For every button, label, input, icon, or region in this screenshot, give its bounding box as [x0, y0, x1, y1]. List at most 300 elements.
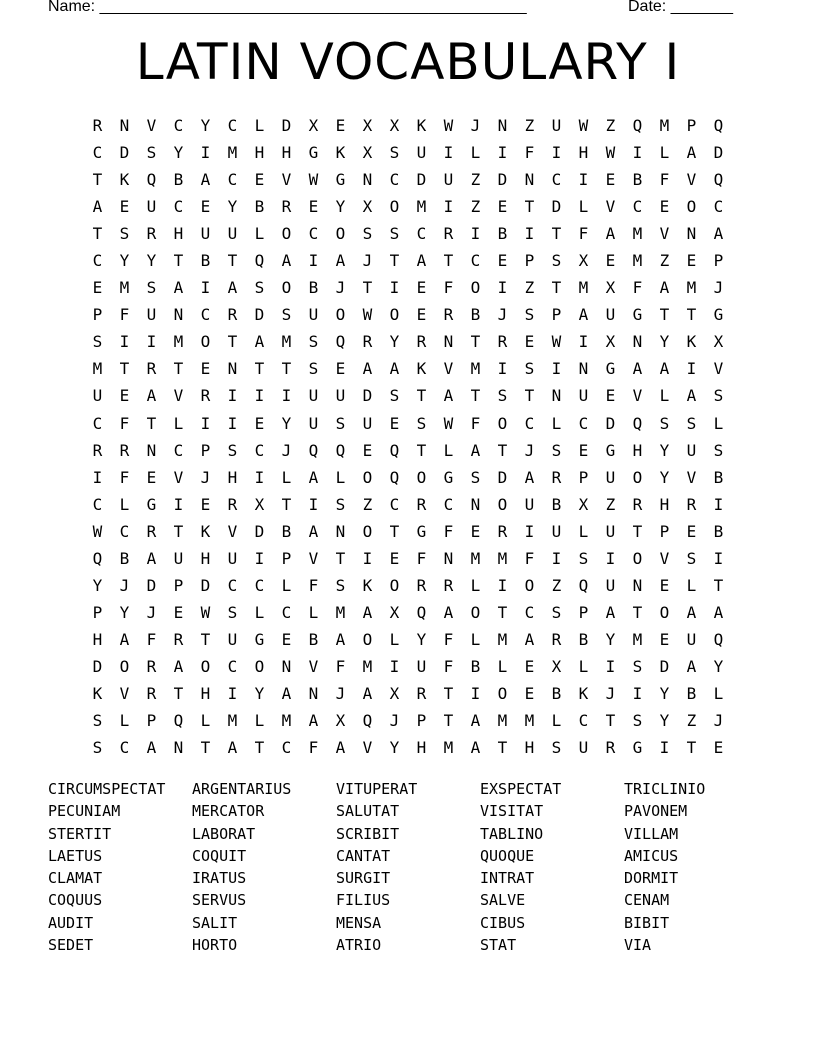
grid-letter[interactable]: E — [146, 467, 157, 487]
grid-letter[interactable]: F — [308, 738, 319, 758]
grid-letter[interactable]: T — [254, 359, 265, 379]
grid-letter[interactable]: A — [335, 251, 346, 271]
grid-letter[interactable]: E — [119, 197, 130, 217]
grid-letter[interactable]: N — [173, 738, 184, 758]
grid-letter[interactable]: M — [632, 224, 643, 244]
grid-letter[interactable]: F — [416, 548, 427, 568]
grid-letter[interactable]: H — [659, 494, 670, 514]
grid-letter[interactable]: S — [92, 332, 103, 352]
grid-letter[interactable]: C — [632, 197, 643, 217]
grid-letter[interactable]: Q — [578, 575, 589, 595]
grid-letter[interactable]: I — [686, 359, 697, 379]
grid-letter[interactable]: J — [362, 251, 373, 271]
grid-letter[interactable]: K — [335, 143, 346, 163]
grid-letter[interactable]: C — [227, 575, 238, 595]
date-field[interactable]: Date: _______ — [628, 0, 733, 15]
grid-letter[interactable]: T — [335, 548, 346, 568]
grid-letter[interactable]: E — [659, 629, 670, 649]
grid-letter[interactable]: G — [146, 494, 157, 514]
grid-letter[interactable]: L — [308, 602, 319, 622]
grid-letter[interactable]: Z — [551, 575, 562, 595]
grid-letter[interactable]: F — [470, 413, 481, 433]
grid-letter[interactable]: A — [524, 629, 535, 649]
grid-letter[interactable]: F — [119, 305, 130, 325]
grid-letter[interactable]: E — [281, 629, 292, 649]
grid-letter[interactable]: M — [227, 711, 238, 731]
grid-letter[interactable]: Y — [119, 251, 130, 271]
grid-letter[interactable]: A — [308, 467, 319, 487]
grid-letter[interactable]: S — [227, 440, 238, 460]
grid-letter[interactable]: O — [362, 467, 373, 487]
grid-letter[interactable]: B — [119, 548, 130, 568]
grid-letter[interactable]: F — [578, 224, 589, 244]
grid-letter[interactable]: Y — [659, 332, 670, 352]
grid-letter[interactable]: I — [281, 386, 292, 406]
grid-letter[interactable]: A — [389, 359, 400, 379]
grid-letter[interactable]: I — [524, 224, 535, 244]
grid-letter[interactable]: T — [497, 602, 508, 622]
grid-letter[interactable]: M — [470, 359, 481, 379]
grid-letter[interactable]: A — [443, 602, 454, 622]
grid-letter[interactable]: N — [335, 521, 346, 541]
grid-letter[interactable]: H — [227, 467, 238, 487]
grid-letter[interactable]: A — [686, 143, 697, 163]
grid-letter[interactable]: V — [173, 467, 184, 487]
grid-letter[interactable]: P — [173, 575, 184, 595]
grid-letter[interactable]: R — [497, 332, 508, 352]
grid-letter[interactable]: C — [443, 494, 454, 514]
grid-letter[interactable]: V — [686, 467, 697, 487]
grid-letter[interactable]: U — [362, 413, 373, 433]
grid-letter[interactable]: R — [362, 332, 373, 352]
grid-letter[interactable]: S — [686, 413, 697, 433]
grid-letter[interactable]: S — [335, 494, 346, 514]
grid-letter[interactable]: W — [200, 602, 211, 622]
grid-letter[interactable]: T — [551, 278, 562, 298]
grid-letter[interactable]: G — [335, 170, 346, 190]
grid-letter[interactable]: N — [146, 440, 157, 460]
grid-letter[interactable]: I — [497, 359, 508, 379]
grid-letter[interactable]: E — [119, 386, 130, 406]
grid-letter[interactable]: Q — [632, 116, 643, 135]
grid-letter[interactable]: L — [254, 116, 265, 135]
grid-letter[interactable]: M — [497, 711, 508, 731]
grid-letter[interactable]: E — [605, 251, 616, 271]
grid-letter[interactable]: V — [632, 386, 643, 406]
grid-letter[interactable]: T — [281, 494, 292, 514]
grid-letter[interactable]: U — [146, 197, 157, 217]
grid-letter[interactable]: T — [173, 359, 184, 379]
grid-letter[interactable]: J — [389, 711, 400, 731]
grid-letter[interactable]: T — [254, 738, 265, 758]
grid-letter[interactable]: M — [686, 278, 697, 298]
grid-letter[interactable]: B — [632, 170, 643, 190]
grid-letter[interactable]: L — [254, 711, 265, 731]
grid-letter[interactable]: Q — [92, 548, 103, 568]
grid-letter[interactable]: D — [200, 575, 211, 595]
grid-letter[interactable]: R — [119, 440, 130, 460]
grid-letter[interactable]: M — [578, 278, 589, 298]
grid-letter[interactable]: Z — [686, 711, 697, 731]
grid-letter[interactable]: L — [659, 143, 670, 163]
grid-letter[interactable]: Y — [173, 143, 184, 163]
grid-letter[interactable]: U — [308, 305, 319, 325]
grid-letter[interactable]: O — [470, 602, 481, 622]
grid-letter[interactable]: C — [551, 170, 562, 190]
grid-letter[interactable]: X — [578, 251, 589, 271]
grid-letter[interactable]: O — [335, 305, 346, 325]
grid-letter[interactable]: Y — [119, 602, 130, 622]
grid-letter[interactable]: I — [308, 494, 319, 514]
grid-letter[interactable]: D — [551, 197, 562, 217]
grid-letter[interactable]: T — [443, 711, 454, 731]
grid-letter[interactable]: Q — [362, 711, 373, 731]
grid-letter[interactable]: Q — [335, 332, 346, 352]
grid-letter[interactable]: G — [416, 521, 427, 541]
grid-letter[interactable]: E — [254, 413, 265, 433]
grid-letter[interactable]: A — [605, 224, 616, 244]
grid-letter[interactable]: T — [470, 386, 481, 406]
grid-letter[interactable]: E — [200, 197, 211, 217]
grid-letter[interactable]: R — [227, 305, 238, 325]
grid-letter[interactable]: S — [632, 711, 643, 731]
grid-letter[interactable]: S — [254, 278, 265, 298]
grid-letter[interactable]: O — [686, 197, 697, 217]
grid-letter[interactable]: B — [308, 629, 319, 649]
grid-letter[interactable]: R — [146, 224, 157, 244]
grid-letter[interactable]: S — [416, 413, 427, 433]
grid-letter[interactable]: H — [281, 143, 292, 163]
grid-letter[interactable]: R — [92, 440, 103, 460]
grid-letter[interactable]: P — [659, 521, 670, 541]
grid-letter[interactable]: D — [416, 170, 427, 190]
grid-letter[interactable]: A — [362, 683, 373, 703]
grid-letter[interactable]: U — [551, 521, 562, 541]
grid-letter[interactable]: E — [524, 656, 535, 676]
grid-letter[interactable]: U — [605, 305, 616, 325]
grid-letter[interactable]: S — [389, 224, 400, 244]
grid-letter[interactable]: L — [470, 629, 481, 649]
grid-letter[interactable]: N — [632, 332, 643, 352]
grid-letter[interactable]: F — [443, 521, 454, 541]
grid-letter[interactable]: D — [254, 305, 265, 325]
grid-letter[interactable]: W — [362, 305, 373, 325]
grid-letter[interactable]: Q — [416, 602, 427, 622]
grid-letter[interactable]: E — [416, 305, 427, 325]
grid-letter[interactable]: R — [146, 683, 157, 703]
grid-letter[interactable]: R — [497, 521, 508, 541]
grid-letter[interactable]: T — [389, 521, 400, 541]
grid-letter[interactable]: G — [632, 738, 643, 758]
grid-letter[interactable]: K — [578, 683, 589, 703]
grid-letter[interactable]: A — [335, 629, 346, 649]
grid-letter[interactable]: H — [632, 440, 643, 460]
grid-letter[interactable]: F — [659, 170, 670, 190]
grid-letter[interactable]: A — [659, 359, 670, 379]
grid-letter[interactable]: E — [200, 494, 211, 514]
grid-letter[interactable]: P — [200, 440, 211, 460]
grid-letter[interactable]: E — [173, 602, 184, 622]
grid-letter[interactable]: Q — [335, 440, 346, 460]
grid-letter[interactable]: X — [254, 494, 265, 514]
grid-letter[interactable]: A — [92, 197, 103, 217]
grid-letter[interactable]: S — [659, 413, 670, 433]
grid-letter[interactable]: S — [119, 224, 130, 244]
grid-letter[interactable]: U — [605, 467, 616, 487]
grid-letter[interactable]: A — [308, 521, 319, 541]
grid-letter[interactable]: T — [443, 683, 454, 703]
grid-letter[interactable]: C — [281, 738, 292, 758]
grid-letter[interactable]: J — [119, 575, 130, 595]
grid-letter[interactable]: A — [119, 629, 130, 649]
grid-letter[interactable]: C — [254, 575, 265, 595]
grid-letter[interactable]: S — [308, 332, 319, 352]
grid-letter[interactable]: O — [200, 656, 211, 676]
grid-letter[interactable]: I — [200, 278, 211, 298]
grid-letter[interactable]: I — [551, 143, 562, 163]
grid-letter[interactable]: E — [605, 386, 616, 406]
grid-letter[interactable]: P — [578, 467, 589, 487]
grid-letter[interactable]: T — [632, 521, 643, 541]
grid-letter[interactable]: N — [470, 494, 481, 514]
grid-letter[interactable]: A — [146, 738, 157, 758]
grid-letter[interactable]: I — [713, 494, 724, 514]
grid-letter[interactable]: W — [605, 143, 616, 163]
grid-letter[interactable]: Y — [146, 251, 157, 271]
grid-letter[interactable]: A — [578, 305, 589, 325]
grid-letter[interactable]: P — [281, 548, 292, 568]
grid-letter[interactable]: R — [632, 494, 643, 514]
grid-letter[interactable]: P — [686, 116, 697, 135]
grid-letter[interactable]: Z — [470, 197, 481, 217]
grid-letter[interactable]: Q — [713, 629, 724, 649]
grid-letter[interactable]: C — [281, 602, 292, 622]
grid-letter[interactable]: T — [686, 305, 697, 325]
grid-letter[interactable]: E — [92, 278, 103, 298]
grid-letter[interactable]: J — [497, 305, 508, 325]
grid-letter[interactable]: C — [173, 440, 184, 460]
grid-letter[interactable]: D — [92, 656, 103, 676]
grid-letter[interactable]: I — [200, 413, 211, 433]
grid-letter[interactable]: T — [173, 683, 184, 703]
grid-letter[interactable]: B — [200, 251, 211, 271]
grid-letter[interactable]: U — [605, 521, 616, 541]
grid-letter[interactable]: Q — [308, 440, 319, 460]
grid-letter[interactable]: P — [551, 305, 562, 325]
grid-letter[interactable]: T — [470, 332, 481, 352]
grid-letter[interactable]: S — [551, 602, 562, 622]
grid-letter[interactable]: U — [443, 170, 454, 190]
grid-letter[interactable]: A — [281, 251, 292, 271]
grid-letter[interactable]: L — [578, 521, 589, 541]
grid-letter[interactable]: V — [686, 170, 697, 190]
grid-letter[interactable]: Y — [281, 413, 292, 433]
grid-letter[interactable]: A — [227, 738, 238, 758]
grid-letter[interactable]: C — [389, 494, 400, 514]
grid-letter[interactable]: S — [389, 386, 400, 406]
grid-letter[interactable]: Y — [92, 575, 103, 595]
grid-letter[interactable]: E — [686, 521, 697, 541]
grid-letter[interactable]: T — [713, 575, 724, 595]
grid-letter[interactable]: E — [578, 440, 589, 460]
grid-letter[interactable]: D — [605, 413, 616, 433]
grid-letter[interactable]: S — [362, 224, 373, 244]
grid-letter[interactable]: C — [254, 440, 265, 460]
grid-letter[interactable]: B — [578, 629, 589, 649]
grid-letter[interactable]: F — [632, 278, 643, 298]
grid-letter[interactable]: V — [308, 656, 319, 676]
grid-letter[interactable]: B — [254, 197, 265, 217]
grid-letter[interactable]: A — [659, 278, 670, 298]
grid-letter[interactable]: A — [254, 332, 265, 352]
grid-letter[interactable]: V — [146, 116, 157, 135]
grid-letter[interactable]: Q — [389, 440, 400, 460]
grid-letter[interactable]: T — [227, 332, 238, 352]
grid-letter[interactable]: M — [227, 143, 238, 163]
grid-letter[interactable]: E — [335, 116, 346, 135]
grid-letter[interactable]: I — [200, 143, 211, 163]
grid-letter[interactable]: L — [335, 467, 346, 487]
grid-letter[interactable]: L — [281, 467, 292, 487]
grid-letter[interactable]: J — [146, 602, 157, 622]
grid-letter[interactable]: T — [443, 251, 454, 271]
grid-letter[interactable]: S — [146, 278, 157, 298]
grid-letter[interactable]: O — [389, 305, 400, 325]
grid-letter[interactable]: I — [362, 548, 373, 568]
grid-letter[interactable]: G — [605, 440, 616, 460]
grid-letter[interactable]: X — [713, 332, 724, 352]
grid-letter[interactable]: R — [227, 494, 238, 514]
grid-letter[interactable]: T — [497, 440, 508, 460]
grid-letter[interactable]: P — [713, 251, 724, 271]
grid-letter[interactable]: U — [416, 656, 427, 676]
grid-letter[interactable]: R — [200, 386, 211, 406]
grid-letter[interactable]: I — [92, 467, 103, 487]
grid-letter[interactable]: T — [659, 305, 670, 325]
grid-letter[interactable]: U — [686, 629, 697, 649]
grid-letter[interactable]: I — [173, 494, 184, 514]
grid-letter[interactable]: M — [416, 197, 427, 217]
grid-letter[interactable]: W — [92, 521, 103, 541]
grid-letter[interactable]: N — [686, 224, 697, 244]
grid-letter[interactable]: A — [362, 359, 373, 379]
grid-letter[interactable]: S — [578, 548, 589, 568]
grid-letter[interactable]: I — [578, 332, 589, 352]
grid-letter[interactable]: B — [497, 224, 508, 244]
grid-letter[interactable]: M — [281, 711, 292, 731]
grid-letter[interactable]: E — [335, 359, 346, 379]
grid-letter[interactable]: N — [362, 170, 373, 190]
grid-letter[interactable]: N — [443, 332, 454, 352]
grid-letter[interactable]: I — [632, 143, 643, 163]
grid-letter[interactable]: U — [227, 629, 238, 649]
grid-letter[interactable]: R — [605, 738, 616, 758]
grid-letter[interactable]: N — [119, 116, 130, 135]
grid-letter[interactable]: B — [713, 521, 724, 541]
grid-letter[interactable]: T — [281, 359, 292, 379]
grid-letter[interactable]: E — [605, 170, 616, 190]
grid-letter[interactable]: R — [146, 521, 157, 541]
grid-letter[interactable]: N — [578, 359, 589, 379]
grid-letter[interactable]: A — [713, 224, 724, 244]
grid-letter[interactable]: F — [308, 575, 319, 595]
grid-letter[interactable]: A — [686, 386, 697, 406]
grid-letter[interactable]: O — [470, 278, 481, 298]
grid-letter[interactable]: L — [173, 413, 184, 433]
grid-letter[interactable]: I — [524, 521, 535, 541]
grid-letter[interactable]: S — [497, 386, 508, 406]
grid-letter[interactable]: Y — [389, 332, 400, 352]
grid-letter[interactable]: X — [605, 278, 616, 298]
grid-letter[interactable]: P — [92, 602, 103, 622]
grid-letter[interactable]: E — [200, 359, 211, 379]
grid-letter[interactable]: R — [416, 494, 427, 514]
grid-letter[interactable]: O — [254, 656, 265, 676]
grid-letter[interactable]: C — [200, 305, 211, 325]
grid-letter[interactable]: X — [389, 602, 400, 622]
name-field[interactable]: Name: ________________________________________________ — [48, 0, 527, 15]
grid-letter[interactable]: M — [632, 629, 643, 649]
grid-letter[interactable]: J — [281, 440, 292, 460]
grid-letter[interactable]: A — [470, 711, 481, 731]
grid-letter[interactable]: L — [713, 413, 724, 433]
grid-letter[interactable]: S — [281, 305, 292, 325]
grid-letter[interactable]: A — [713, 602, 724, 622]
grid-letter[interactable]: M — [119, 278, 130, 298]
grid-letter[interactable]: G — [308, 143, 319, 163]
grid-letter[interactable]: Y — [416, 629, 427, 649]
grid-letter[interactable]: V — [605, 197, 616, 217]
grid-letter[interactable]: Y — [659, 683, 670, 703]
grid-letter[interactable]: U — [227, 548, 238, 568]
grid-letter[interactable]: T — [605, 711, 616, 731]
grid-letter[interactable]: I — [551, 359, 562, 379]
grid-letter[interactable]: V — [362, 738, 373, 758]
grid-letter[interactable]: S — [524, 305, 535, 325]
grid-letter[interactable]: O — [632, 548, 643, 568]
grid-letter[interactable]: I — [497, 143, 508, 163]
grid-letter[interactable]: O — [200, 332, 211, 352]
grid-letter[interactable]: M — [524, 711, 535, 731]
grid-letter[interactable]: O — [335, 224, 346, 244]
grid-letter[interactable]: I — [497, 278, 508, 298]
grid-letter[interactable]: E — [362, 440, 373, 460]
grid-letter[interactable]: F — [119, 413, 130, 433]
grid-letter[interactable]: Q — [146, 170, 157, 190]
grid-letter[interactable]: X — [578, 494, 589, 514]
grid-letter[interactable]: E — [470, 521, 481, 541]
grid-letter[interactable]: Z — [362, 494, 373, 514]
grid-letter[interactable]: H — [416, 738, 427, 758]
grid-letter[interactable]: L — [686, 575, 697, 595]
grid-letter[interactable]: C — [173, 116, 184, 135]
grid-letter[interactable]: E — [308, 197, 319, 217]
grid-letter[interactable]: C — [227, 656, 238, 676]
grid-letter[interactable]: H — [578, 143, 589, 163]
grid-letter[interactable]: S — [308, 359, 319, 379]
grid-letter[interactable]: V — [443, 359, 454, 379]
grid-letter[interactable]: W — [578, 116, 589, 135]
grid-letter[interactable]: I — [632, 683, 643, 703]
grid-letter[interactable]: P — [524, 251, 535, 271]
grid-letter[interactable]: I — [443, 197, 454, 217]
grid-letter[interactable]: S — [551, 738, 562, 758]
grid-letter[interactable]: H — [200, 548, 211, 568]
grid-letter[interactable]: T — [686, 738, 697, 758]
grid-letter[interactable]: T — [173, 251, 184, 271]
grid-letter[interactable]: Y — [389, 738, 400, 758]
grid-letter[interactable]: Y — [254, 683, 265, 703]
